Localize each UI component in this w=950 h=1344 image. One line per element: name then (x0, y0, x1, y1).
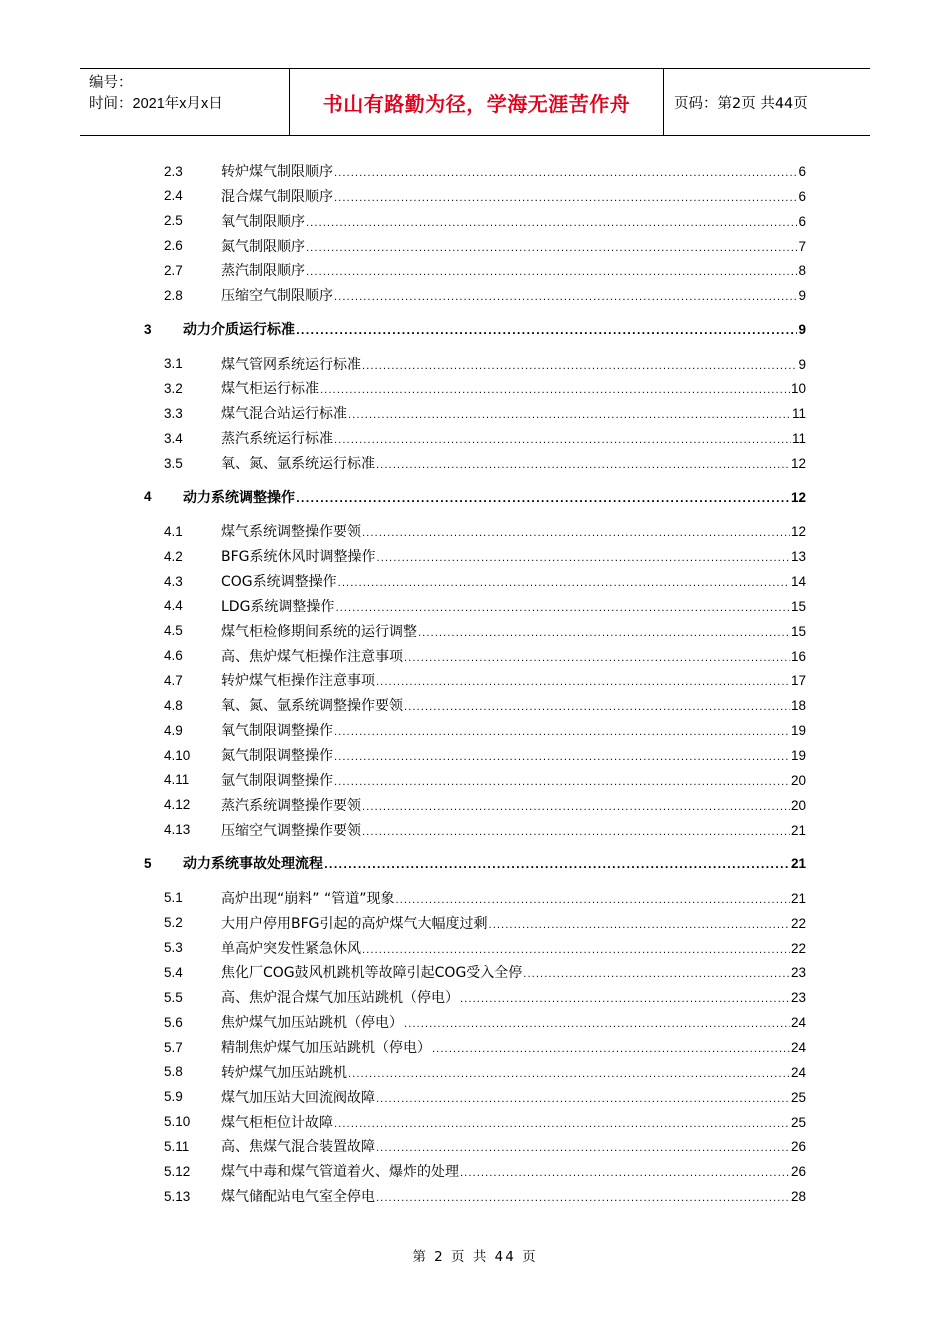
toc-page-number: 11 (791, 431, 806, 447)
toc-page-number: 9 (798, 322, 806, 338)
toc-page-number: 24 (790, 1015, 806, 1031)
toc-leader-dots (404, 1019, 790, 1030)
toc-page-number: 6 (798, 213, 806, 229)
toc-title: 压缩空气调整操作要领 (221, 822, 361, 839)
toc-entry[interactable] (0, 1036, 950, 1058)
toc-leader-dots (334, 168, 797, 179)
toc-number: 4.11 (164, 772, 190, 788)
page-footer: 第 2 页 共 44 页 (412, 1249, 538, 1265)
toc-leader-dots (334, 193, 797, 204)
toc-number: 5.2 (164, 915, 183, 931)
toc-title: 煤气加压站大回流阀故障 (221, 1089, 375, 1106)
toc-leader-dots (334, 727, 790, 738)
toc-chapter[interactable] (0, 318, 950, 340)
toc-entry[interactable] (0, 1061, 950, 1083)
toc-number: 3.1 (164, 356, 183, 372)
toc-entry[interactable] (0, 1160, 950, 1182)
toc-page-number: 9 (798, 356, 806, 372)
toc-number: 2.8 (164, 287, 183, 303)
toc-title: 动力系统调整操作 (183, 489, 295, 506)
toc-page-number: 12 (790, 489, 806, 505)
toc-leader-dots (320, 385, 790, 396)
toc-leader-dots (376, 677, 790, 688)
toc-leader-dots (460, 1168, 790, 1179)
toc-page-number: 8 (798, 263, 806, 279)
toc-title: 氧、氮、氩系统运行标准 (221, 456, 375, 472)
toc-page-number: 15 (790, 623, 806, 639)
toc-entry[interactable] (0, 520, 950, 542)
toc-leader-dots (306, 218, 797, 229)
toc-number: 4.3 (164, 573, 183, 589)
toc-title: 高炉出现“崩料” “管道”现象 (221, 890, 395, 907)
toc-title: 蒸汽制限顺序 (221, 263, 305, 280)
toc-leader-dots (334, 752, 790, 763)
toc-entry[interactable] (0, 744, 950, 766)
toc-number: 5.3 (164, 940, 183, 956)
toc-page-number: 7 (798, 238, 806, 254)
toc-page-number: 22 (790, 915, 806, 931)
toc-leader-dots (523, 969, 790, 980)
toc-number: 3 (144, 321, 152, 337)
toc-title: 高、焦煤气混合装置故障 (221, 1139, 375, 1156)
toc-page-number: 19 (790, 748, 806, 763)
toc-entry[interactable] (0, 160, 950, 182)
motto: 书山有路勤为径，学海无涯苦作舟 (290, 69, 664, 135)
toc-number: 5.9 (164, 1089, 183, 1105)
toc-leader-dots (460, 994, 790, 1005)
toc-page-number: 23 (790, 990, 806, 1006)
toc-page-number: 28 (790, 1189, 806, 1205)
toc-title: 煤气管网系统运行标准 (221, 356, 361, 373)
toc-page-number: 11 (791, 406, 806, 422)
toc-leader-dots (376, 460, 790, 471)
toc-number: 3.2 (164, 380, 183, 396)
toc-entry[interactable] (0, 912, 950, 934)
page-header (80, 68, 870, 136)
toc-leader-dots (362, 361, 797, 372)
toc-number: 5.4 (164, 964, 183, 980)
toc-entry[interactable] (0, 620, 950, 642)
toc-leader-dots (306, 243, 797, 254)
toc-number: 4.8 (164, 697, 183, 713)
toc-title: 煤气柜柜位计故障 (221, 1114, 333, 1131)
toc-page-number: 12 (790, 524, 806, 540)
toc-number: 5 (144, 855, 152, 871)
toc-page-number: 24 (790, 1064, 806, 1080)
toc-page-number: 22 (790, 940, 806, 956)
toc-leader-dots (348, 410, 791, 421)
toc-leader-dots (338, 578, 790, 589)
toc-leader-dots (404, 702, 790, 713)
toc-number: 5.10 (164, 1114, 191, 1130)
toc-entry[interactable] (0, 719, 950, 741)
toc-number: 4.9 (164, 722, 183, 738)
page-indicator: 页码：第2页 共44页 (674, 95, 808, 112)
toc-entry[interactable] (0, 794, 950, 816)
toc-number: 2.4 (164, 188, 183, 204)
toc-entry[interactable] (0, 769, 950, 791)
toc-title: LDG系统调整操作 (221, 598, 335, 615)
toc-number: 4.12 (164, 797, 191, 813)
toc-leader-dots (432, 1044, 790, 1055)
toc-page-number: 6 (798, 164, 806, 179)
toc-leader-dots (306, 267, 797, 278)
toc-number: 5.13 (164, 1188, 191, 1204)
toc-page-number: 26 (790, 1164, 806, 1180)
toc-entry[interactable] (0, 284, 950, 306)
toc-title: 煤气柜运行标准 (221, 381, 319, 398)
toc-title: 蒸汽系统运行标准 (221, 431, 333, 448)
toc-number: 5.6 (164, 1014, 183, 1030)
toc-page-number: 21 (790, 822, 806, 838)
toc-title: 焦炉煤气加压站跳机（停电） (221, 1015, 403, 1032)
toc-page-number: 15 (790, 598, 806, 614)
toc-title: 氮气制限顺序 (221, 238, 305, 255)
toc-leader-dots (395, 895, 790, 906)
toc-title: 转炉煤气柜操作注意事项 (221, 673, 375, 690)
toc-leader-dots (335, 603, 790, 614)
toc-number: 3.5 (164, 455, 183, 471)
toc-number: 5.8 (164, 1064, 183, 1080)
header-meta (80, 69, 290, 135)
toc-leader-dots (362, 802, 790, 813)
toc-page-number: 17 (790, 673, 806, 689)
toc-page-number: 24 (790, 1040, 806, 1055)
toc-title: 氧气制限调整操作 (221, 723, 333, 740)
toc-page-number: 12 (790, 456, 806, 471)
toc-page-number: 26 (790, 1139, 806, 1155)
toc-leader-dots (334, 292, 797, 303)
toc-page-number: 21 (790, 856, 806, 872)
toc-entry[interactable] (0, 452, 950, 474)
toc-title: 氧气制限顺序 (221, 213, 305, 230)
toc-entry[interactable] (0, 937, 950, 959)
toc-title: 单高炉突发性紧急休风 (221, 940, 361, 957)
toc-entry[interactable] (0, 545, 950, 567)
toc-leader-dots (376, 1193, 790, 1204)
toc-number: 2.6 (164, 238, 183, 254)
toc-title: 混合煤气制限顺序 (221, 188, 333, 205)
toc-title: 压缩空气制限顺序 (221, 288, 333, 305)
toc-title: 氩气制限调整操作 (221, 772, 333, 789)
toc-page-number: 23 (790, 965, 806, 981)
toc-page-number: 19 (790, 723, 806, 739)
toc-leader-dots (348, 1069, 790, 1080)
toc-number: 3.4 (164, 430, 183, 446)
toc-title: 高、焦炉混合煤气加压站跳机（停电） (221, 990, 459, 1007)
toc-entry[interactable] (0, 1086, 950, 1108)
toc-leader-dots (489, 920, 790, 931)
toc-number: 5.12 (164, 1163, 191, 1179)
toc-entry[interactable] (0, 645, 950, 667)
toc-title: 动力系统事故处理流程 (183, 856, 323, 873)
toc-entry[interactable] (0, 694, 950, 716)
toc-entry[interactable] (0, 235, 950, 257)
toc-title: 大用户停用BFG引起的高炉煤气大幅度过剩 (221, 915, 488, 932)
toc-number: 2.7 (164, 262, 183, 278)
toc-entry[interactable] (0, 427, 950, 449)
toc-title: BFG系统休风时调整操作 (221, 549, 376, 566)
toc-number: 4.7 (164, 672, 183, 688)
toc-page-number: 13 (790, 549, 806, 565)
toc-number: 4.10 (164, 747, 191, 763)
toc-page-number: 20 (790, 797, 806, 813)
toc-title: 煤气中毒和煤气管道着火、爆炸的处理 (221, 1164, 459, 1181)
toc-entry[interactable] (0, 210, 950, 232)
toc-number: 4.6 (164, 648, 183, 664)
toc-number: 5.1 (164, 890, 183, 906)
toc-title: 动力介质运行标准 (183, 322, 295, 339)
toc-leader-dots (362, 528, 790, 539)
toc-page-number: 18 (790, 698, 806, 714)
toc-title: 精制焦炉煤气加压站跳机（停电） (221, 1040, 431, 1056)
toc-leader-dots (404, 653, 790, 664)
toc-leader-dots (296, 494, 790, 505)
toc-title: 煤气混合站运行标准 (221, 406, 347, 423)
toc-entry[interactable] (0, 353, 950, 375)
toc-number: 4.4 (164, 598, 183, 614)
toc-number: 2.5 (164, 213, 183, 229)
toc-title: 转炉煤气加压站跳机 (221, 1064, 347, 1081)
toc-leader-dots (324, 860, 790, 871)
toc-number: 4.5 (164, 623, 183, 639)
toc-title: 煤气储配站电气室全停电 (221, 1189, 375, 1206)
toc-number: 4.1 (164, 523, 183, 539)
toc-entry[interactable] (0, 185, 950, 207)
toc-entry[interactable] (0, 1135, 950, 1157)
toc-chapter[interactable] (0, 852, 950, 874)
toc-leader-dots (334, 777, 790, 788)
toc-number: 4 (144, 489, 152, 505)
toc-number: 3.3 (164, 405, 183, 421)
toc-entry[interactable] (0, 377, 950, 399)
toc-page-number: 20 (790, 772, 806, 788)
toc-page-number: 10 (790, 381, 806, 397)
toc-leader-dots (377, 553, 790, 564)
toc-entry[interactable] (0, 986, 950, 1008)
toc-title: 氮气制限调整操作 (221, 748, 333, 764)
toc-number: 2.3 (164, 163, 183, 179)
toc-entry[interactable] (0, 1111, 950, 1133)
toc-entry[interactable] (0, 595, 950, 617)
toc-title: 氧、氮、氩系统调整操作要领 (221, 698, 403, 715)
toc-entry[interactable] (0, 669, 950, 691)
toc-title: COG系统调整操作 (221, 574, 337, 591)
toc-leader-dots (334, 435, 791, 446)
time-label: 时间：2021年x月x日 (89, 96, 223, 112)
toc-entry[interactable] (0, 1185, 950, 1207)
toc-leader-dots (418, 628, 790, 639)
toc-page-number: 25 (790, 1114, 806, 1130)
toc-entry[interactable] (0, 961, 950, 983)
toc-title: 转炉煤气制限顺序 (221, 164, 333, 180)
toc-leader-dots (334, 1119, 790, 1130)
toc-entry[interactable] (0, 887, 950, 909)
toc-page-number: 6 (798, 188, 806, 204)
toc-leader-dots (376, 1094, 790, 1105)
toc-entry[interactable] (0, 259, 950, 281)
toc-title: 高、焦炉煤气柜操作注意事项 (221, 648, 403, 665)
number-label: 编号： (89, 75, 133, 91)
toc-leader-dots (362, 945, 790, 956)
toc-entry[interactable] (0, 570, 950, 592)
toc-entry[interactable] (0, 402, 950, 424)
toc-number: 5.5 (164, 989, 183, 1005)
toc-number: 5.11 (164, 1138, 190, 1154)
toc-page-number: 14 (790, 574, 806, 590)
toc-leader-dots (376, 1143, 790, 1154)
toc-page-number: 16 (790, 648, 806, 664)
toc-title: 焦化厂COG鼓风机跳机等故障引起COG受入全停 (221, 965, 523, 982)
toc-chapter[interactable] (0, 486, 950, 508)
toc-title: 蒸汽系统调整操作要领 (221, 797, 361, 814)
toc-number: 4.13 (164, 822, 191, 838)
toc-title: 煤气系统调整操作要领 (221, 524, 361, 541)
toc-page-number: 9 (798, 288, 806, 304)
toc-number: 5.7 (164, 1039, 183, 1055)
toc-leader-dots (296, 326, 797, 337)
toc-entry[interactable] (0, 819, 950, 841)
toc-leader-dots (362, 827, 790, 838)
toc-number: 4.2 (164, 548, 183, 564)
toc-page-number: 21 (790, 890, 806, 906)
toc-title: 煤气柜检修期间系统的运行调整 (221, 623, 417, 640)
toc-entry[interactable] (0, 1011, 950, 1033)
toc-page-number: 25 (790, 1089, 806, 1105)
